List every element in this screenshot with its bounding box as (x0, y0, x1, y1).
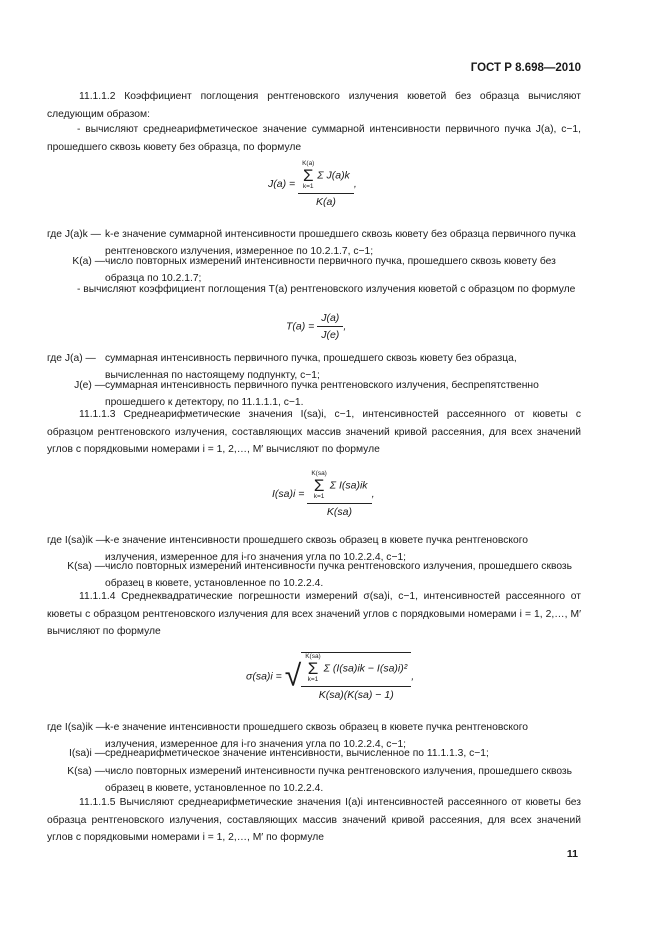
definition-i-sa-ik: где I(sa)ik — k-е значение интенсивности прошедшего сквозь образец в кювете пучка рентгеновского излучения, измеренное для i-го значения угла по 10.2.2.4, с−1; (47, 535, 528, 563)
formula-j-a-denominator: K(a) (316, 196, 336, 208)
formula-j-a-fraction (298, 160, 354, 208)
definition-j-e: J(e) — суммарная интенсивность первичного пучка рентгеновского излучения, беспрепятственно прошедшего к детектору, по 11.1.1.1, с−1. (74, 380, 539, 408)
section-11114-intro: 11.1.1.4 Среднеквадратические погрешности измерений σ(sa)i, с−1, интенсивностей рассеянного от кюветы с образцом рентгеновского излучения для всех значений углов с порядковыми номерами i = 1, 2,…, M′ вычисляют по формуле (47, 591, 581, 637)
standard-header: ГОСТ Р 8.698—2010 (470, 62, 581, 74)
section-11112-step2: - вычисляют коэффициент поглощения T(a) рентгеновского излучения кюветой с образцом по формуле (77, 284, 576, 295)
sum-sign: K(sa) Σ k=1 (311, 470, 327, 500)
formula-sigma-denominator: K(sa)(K(sa) − 1) (318, 689, 394, 701)
formula-j-a-numerator: Σ J(a)k (317, 169, 350, 182)
definition-i-sa-i: I(sa)i — среднеарифметическое значение интенсивности, вычисленное по 11.1.1.3, с−1; (68, 748, 489, 759)
section-11113-intro: 11.1.1.3 Среднеарифметические значения I(sa)i, с−1, интенсивностей рассеянного от кюветы с образцом рентгеновского излучения, составляющих массив значений кривой рассеяния, для всех значений углов с порядковыми номерами i = 1, 2,…, M′ вычисляют по формуле (47, 409, 581, 455)
formula-i-sa-numerator: Σ I(sa)ik (329, 479, 368, 492)
formula-sigma-numerator: Σ (I(sa)ik − I(sa)i)² (323, 662, 408, 675)
sum-sign: K(sa) Σ k=1 (305, 653, 321, 683)
section-11112-step1: - вычисляют среднеарифметическое значение суммарной интенсивности первичного пучка J(a), с−1, прошедшего сквозь кювету без образца, по формуле (47, 124, 581, 153)
definition-k-sa: K(sa) — число повторных измерений интенсивности пучка рентгеновского излучения, прошедшего сквозь образец в кювете, установленное по 10.2.2.4. (67, 561, 573, 589)
definition-j-a: где J(a) — суммарная интенсивность первичного пучка, прошедшего сквозь кювету без образца, вычисленная по настоящему подпункту, с−1; (47, 353, 517, 381)
formula-j-a-left: J(a) = (268, 177, 296, 190)
formula-t-a-numerator: J(a) (317, 312, 343, 327)
formula-i-sa: I(sa)i = K(sa) Σ k=1 Σ I(sa)ik K(sa) , (272, 470, 375, 518)
sqrt-sign: √ (284, 659, 302, 693)
section-11112-intro: 11.1.1.2 Коэффициент поглощения рентгеновского излучения кюветой без образца вычисляют следующим образом: (47, 91, 581, 120)
formula-i-sa-denominator: K(sa) (326, 506, 352, 518)
section-11115-intro: 11.1.1.5 Вычисляют среднеарифметические значения I(a)i интенсивностей рассеянного от кюветы без образца рентгеновского излучения, составляющих массив значений кривой рассеяния, для всех значений углов с порядковыми номерами i = 1, 2,…, M′ по формуле (47, 797, 581, 843)
definition-k-a: K(a) — число повторных измерений интенсивности первичного пучка, прошедшего сквозь кювету без образца по 10.2.1.7; (72, 256, 556, 284)
formula-sigma: σ(sa)i = √ K(sa) Σ k=1 Σ (I(sa)ik − I(sa)i)² K(sa)(K(sa) − 1) , (246, 653, 415, 701)
definition-jk-a: где J(a)k — k-е значение суммарной интенсивности прошедшего сквозь кювету без образца первичного пучка рентгеновского излучения, измеренное по 10.2.1.7, с−1; (47, 229, 576, 257)
formula-t-a: T(a) = $\frac{J(a)}{J(e)}$ , (286, 312, 347, 341)
formula-t-a-denominator: J(e) (321, 329, 340, 341)
definition-k-sa-2: K(sa) — число повторных измерений интенсивности пучка рентгеновского излучения, прошедшего сквозь образец в кювете, установленное по 10.2.2.4. (67, 766, 573, 794)
definition-i-sa-ik-2: где I(sa)ik — k-е значение интенсивности прошедшего сквозь образец в кювете пучка рентгеновского излучения, измеренное для i-го значения угла по 10.2.2.4, с−1; (47, 722, 528, 750)
formula-j-a: J(a) = K(a) Σ k=1 Σ J(a)k K(a) , (268, 160, 357, 208)
page-number: 11 (566, 848, 578, 860)
sum-sign: K(a) Σ k=1 (302, 160, 315, 190)
